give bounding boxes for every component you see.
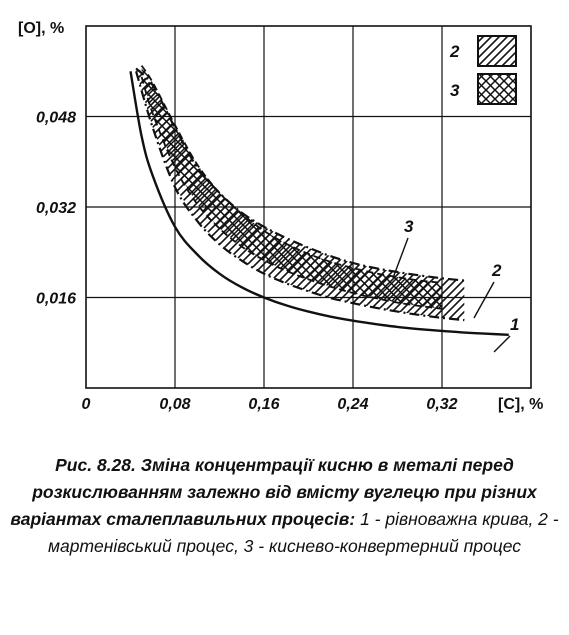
y-tick-label: 0,048 — [35, 109, 76, 127]
x-tick-label: 0 — [81, 396, 91, 413]
legend-swatch-3 — [478, 74, 516, 104]
x-tick-label: 0,08 — [159, 396, 191, 413]
curve-label-2-leader — [474, 282, 494, 318]
x-tick-label: 0,24 — [337, 396, 369, 413]
legend-swatch-2 — [478, 36, 516, 66]
legend — [449, 36, 516, 104]
curve-label-3-leader — [393, 238, 408, 278]
x-tick-label: 0,16 — [248, 396, 280, 413]
curve-label-1-leader — [494, 336, 510, 352]
curve-label-1: 1 — [510, 315, 520, 334]
legend-label-3: 3 — [450, 81, 460, 100]
y-tick-label: 0,032 — [35, 200, 76, 217]
curve-label-2: 2 — [492, 261, 502, 280]
x-tick-label: 0,32 — [426, 396, 458, 413]
data-bands — [136, 66, 464, 321]
x-axis-label: [C], % — [498, 396, 544, 413]
y-tick-label: 0,016 — [35, 290, 76, 308]
curve-label-3: 3 — [404, 217, 414, 236]
caption-bold: Рис. 8.28. Зміна концентрації кисню в металі перед розкислюванням залежно від вмісту вуглецю при різних варіантах сталеплавильних процесів: — [10, 455, 537, 529]
y-axis-label: [O], % — [18, 20, 65, 37]
figure-caption — [10, 452, 559, 560]
caption-normal: 1 - рівноважна крива, 2 - мартенівський процес, 3 - кисневo-конвертерний процес — [47, 509, 559, 556]
legend-label-2: 2 — [450, 42, 460, 61]
